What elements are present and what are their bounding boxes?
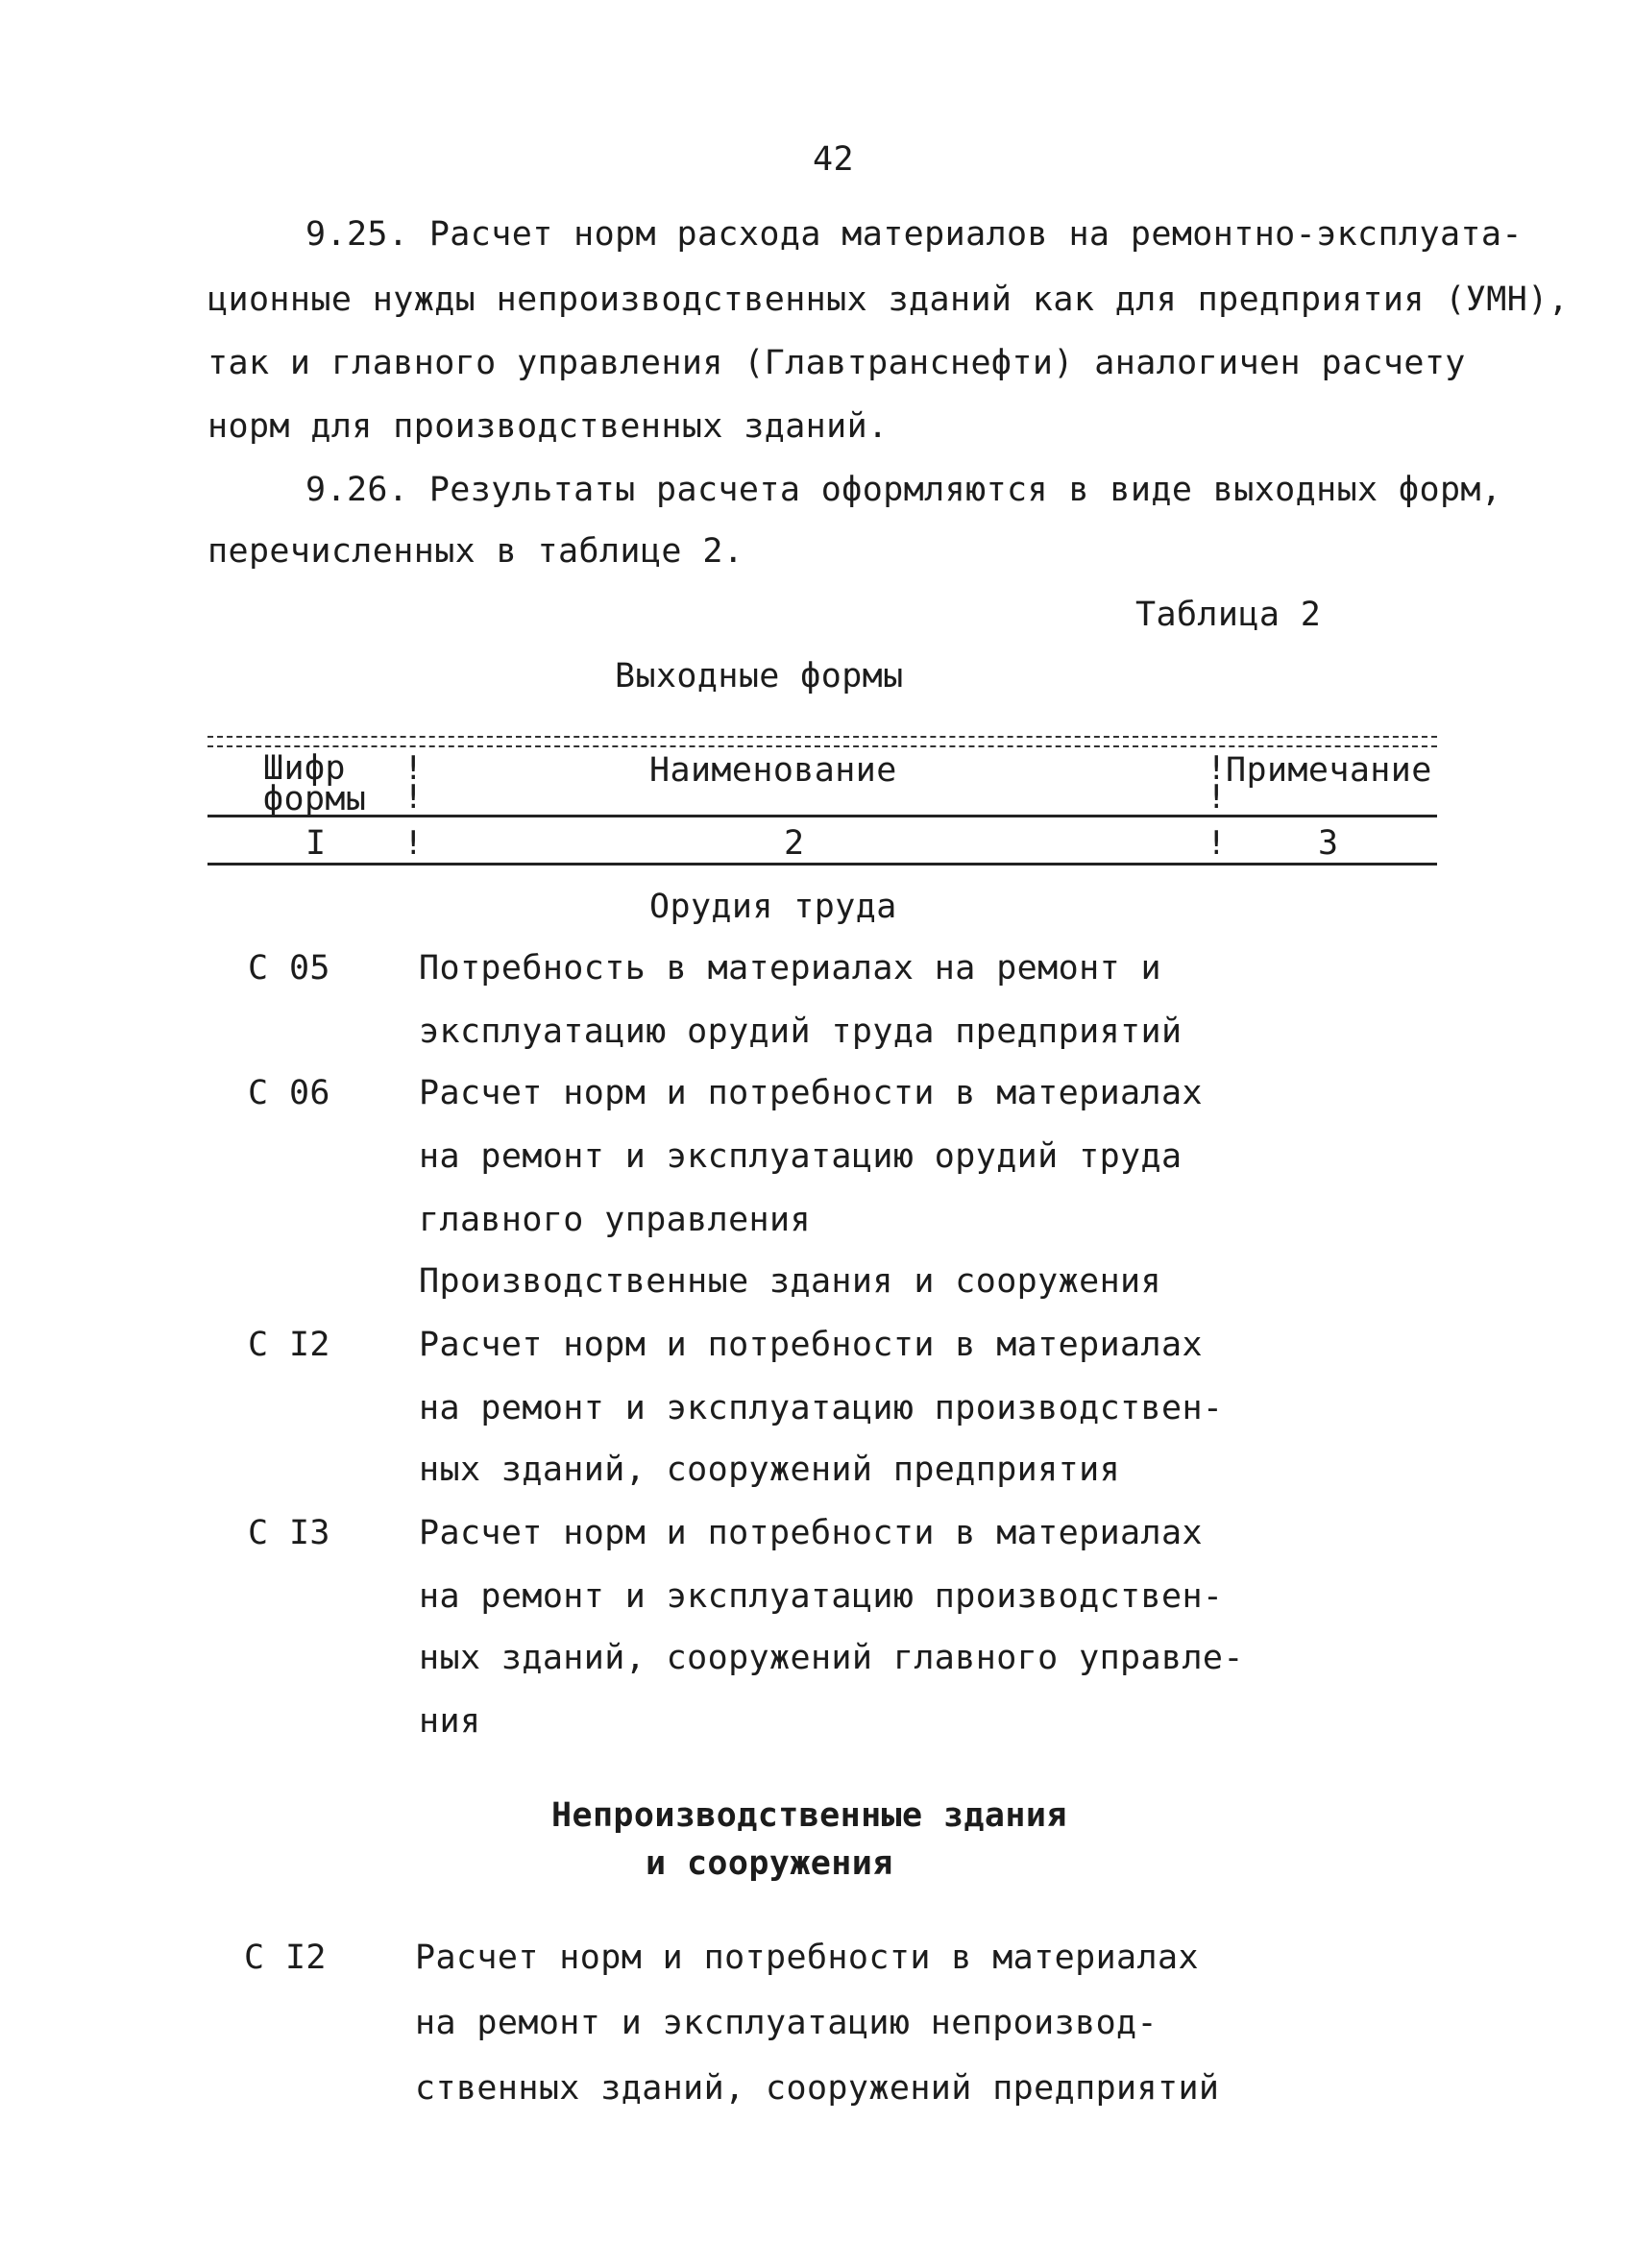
row-name-line: на ремонт и эксплуатацию производствен- xyxy=(419,1389,1224,1427)
column-separator: ! xyxy=(1207,749,1227,788)
row-name-line: на ремонт и эксплуатацию непроизвод- xyxy=(415,2004,1158,2042)
row-code: С I3 xyxy=(248,1514,330,1552)
section-title: Орудия труда xyxy=(649,888,897,926)
paragraph-line: 9.25. Расчет норм расхода материалов на ремонтно-эксплуата- xyxy=(305,215,1523,254)
row-name-line: ния xyxy=(419,1702,481,1741)
row-name-line: эксплуатацию орудий труда предприятий xyxy=(419,1012,1183,1051)
row-name-line: на ремонт и эксплуатацию производствен- xyxy=(419,1577,1224,1616)
row-code: С 06 xyxy=(248,1074,330,1112)
row-name-line: главного управления xyxy=(419,1201,811,1239)
column-number-3: 3 xyxy=(1318,824,1339,863)
row-name-line: Потребность в материалах на ремонт и xyxy=(419,949,1161,988)
section-title-line2: и сооружения xyxy=(646,1844,893,1883)
paragraph-line: перечисленных в таблице 2. xyxy=(207,532,744,571)
table-label: Таблица 2 xyxy=(1135,596,1322,634)
row-code: С 05 xyxy=(248,949,330,988)
header-note: Примечание xyxy=(1226,751,1432,790)
row-name-line: Расчет норм и потребности в материалах xyxy=(419,1326,1203,1364)
row-name-line: на ремонт и эксплуатацию орудий труда xyxy=(419,1137,1183,1176)
paragraph-line: 9.26. Результаты расчета оформляются в виде выходных форм, xyxy=(305,471,1502,509)
row-name-line: Расчет норм и потребности в материалах xyxy=(415,1939,1199,1977)
header-mid-rule xyxy=(207,815,1437,817)
row-code: С I2 xyxy=(248,1326,330,1364)
row-name-line: ственных зданий, сооружений предприятий xyxy=(415,2069,1220,2108)
header-top-rule xyxy=(207,736,1437,738)
column-separator: ! xyxy=(1207,778,1227,817)
row-name-line: ных зданий, сооружений главного управле- xyxy=(419,1639,1244,1677)
column-number-2: 2 xyxy=(784,824,805,863)
row-name-line: Расчет норм и потребности в материалах xyxy=(419,1074,1203,1112)
column-separator: ! xyxy=(403,824,424,863)
header-top-rule-2 xyxy=(207,745,1437,747)
column-separator: ! xyxy=(1207,824,1227,863)
column-separator: ! xyxy=(403,749,424,788)
row-name-line: ных зданий, сооружений предприятия xyxy=(419,1451,1121,1489)
column-separator: ! xyxy=(403,778,424,817)
paragraph-line: норм для производственных зданий. xyxy=(207,407,889,446)
table-title: Выходные формы xyxy=(615,657,904,695)
section-title: Производственные здания и сооружения xyxy=(419,1262,1161,1301)
page-number: 42 xyxy=(813,140,854,179)
paragraph-line: ционные нужды непроизводственных зданий как для предприятия (УМН), xyxy=(207,280,1570,319)
header-bottom-rule xyxy=(207,863,1437,866)
column-number-1: I xyxy=(305,824,327,863)
row-code: С I2 xyxy=(244,1939,327,1977)
header-code-line2: формы xyxy=(263,780,367,818)
row-name-line: Расчет норм и потребности в материалах xyxy=(419,1514,1203,1552)
paragraph-line: так и главного управления (Главтранснефти) аналогичен расчету xyxy=(207,344,1466,382)
header-code-line1: Шифр xyxy=(263,749,346,788)
header-name: Наименование xyxy=(649,751,897,790)
section-title-line1: Непроизводственные здания xyxy=(551,1796,1067,1835)
